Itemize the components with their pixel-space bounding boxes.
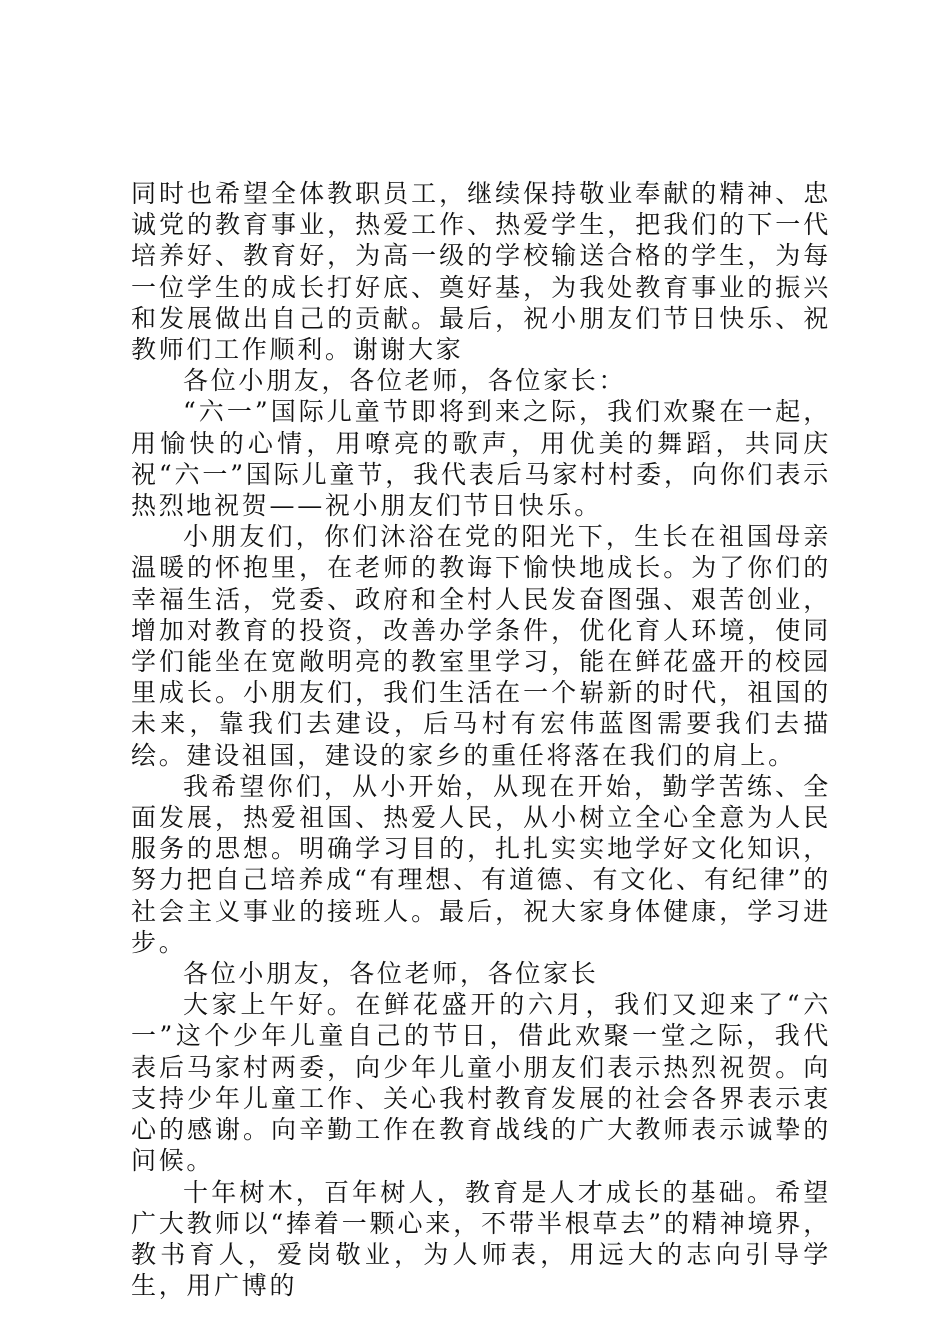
paragraph-children-growth: 小朋友们，你们沐浴在党的阳光下，生长在祖国母亲温暖的怀抱里，在老师的教诲下愉快地成长。为了你们的幸福生活，党委、政府和全村人民发奋图强、艰苦创业，增加对教育的投资，改善办学条件，优化育人环境，使同学们能坐在宽敞明亮的教室里学习，能在鲜花盛开的校园里成长。小朋友们，我们生活在一个崭新的时代，祖国的未来，靠我们去建设，后马村有宏伟蓝图需要我们去描绘。建设祖国，建设的家乡的重任将落在我们的肩上。 — [131, 522, 831, 770]
paragraph-salutation: 各位小朋友，各位老师，各位家长： — [183, 366, 627, 396]
paragraph-salutation-second: 各位小朋友，各位老师，各位家长 — [183, 959, 599, 989]
paragraph-teachers: 十年树木，百年树人，教育是人才成长的基础。希望广大教师以“捧着一颗心来，不带半根草去”的精神境界，教书育人，爱岗敬业，为人师表，用远大的志向引导学生，用广博的 — [131, 1177, 831, 1301]
paragraph-celebration: “六一”国际儿童节即将到来之际，我们欢聚在一起，用愉快的心情，用嘹亮的歌声，用优美的舞蹈，共同庆祝“六一”国际儿童节，我代表后马家村村委，向你们表示热烈地祝贺——祝小朋友们节日快乐。 — [131, 397, 831, 521]
document-body — [131, 178, 831, 1301]
paragraph-hopes: 我希望你们，从小开始，从现在开始，勤学苦练、全面发展，热爱祖国、热爱人民，从小树立全心全意为人民服务的思想。明确学习目的，扎扎实实地学好文化知识，努力把自己培养成“有理想、有道德、有文化、有纪律”的社会主义事业的接班人。最后，祝大家身体健康，学习进步。 — [131, 771, 831, 957]
paragraph-greeting: 大家上午好。在鲜花盛开的六月，我们又迎来了“六一”这个少年儿童自己的节日，借此欢聚一堂之际，我代表后马家村两委，向少年儿童小朋友们表示热烈祝贺。向支持少年儿童工作、关心我村教育发展的社会各界表示衷心的感谢。向辛勤工作在教育战线的广大教师表示诚挚的问候。 — [131, 990, 831, 1176]
paragraph-closing-wishes: 同时也希望全体教职员工，继续保持敬业奉献的精神、忠诚党的教育事业，热爱工作、热爱学生，把我们的下一代培养好、教育好，为高一级的学校输送合格的学生，为每一位学生的成长打好底、奠好基，为我处教育事业的振兴和发展做出自己的贡献。最后，祝小朋友们节日快乐、祝教师们工作顺利。谢谢大家 — [131, 179, 831, 365]
